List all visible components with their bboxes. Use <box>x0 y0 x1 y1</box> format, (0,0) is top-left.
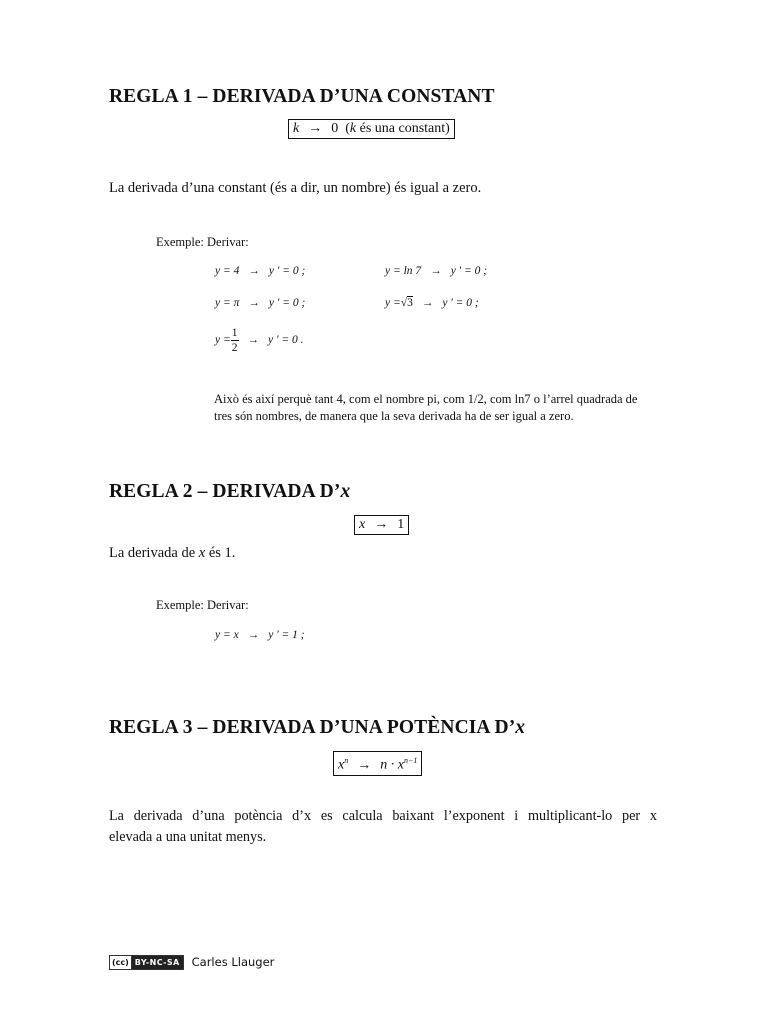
rule1-statement: La derivada d’una constant (és a dir, un nombre) és igual a zero. <box>109 180 482 196</box>
rule3-statement: La derivada d’una potència d’x es calcula baixant l’exponent i multiplicant-lo per x elevada a una unitat menys. <box>109 808 657 845</box>
rule1-formula-box: k → 0 (k és una constant) <box>288 119 455 139</box>
arrow-icon: → <box>374 517 389 532</box>
rule1-title: REGLA 1 – DERIVADA D’UNA CONSTANT <box>109 86 495 107</box>
rule2-example-1: y = x → y ' = 1 ; <box>215 629 305 641</box>
formula-note: és una constant) <box>356 121 450 136</box>
rule1-example-5: y = $\frac{1}{2}$ → y ' = 0 . <box>215 327 304 354</box>
rule1-example-1: y = 4 → y ' = 0 ; <box>215 265 306 277</box>
rule2-example-label: Exemple: Derivar: <box>156 598 249 612</box>
rule1-example-label: Exemple: Derivar: <box>156 235 249 249</box>
arrow-icon: → <box>247 629 260 641</box>
rule1-explanation: Això és així perquè tant 4, com el nombre pi, com 1/2, com ln7 o l’arrel quadrada de tres són nombres, de manera que la seva derivada ha de ser igual a zero. <box>214 392 638 423</box>
rule2-title: REGLA 2 – DERIVADA D’x <box>109 481 351 502</box>
arrow-icon: → <box>421 297 434 309</box>
arrow-icon: → <box>430 265 442 277</box>
fraction: $\frac{1}{2}$ <box>231 327 238 354</box>
footer <box>109 953 274 971</box>
rule2-statement: La derivada de x és 1. <box>109 545 236 561</box>
rule3-title: REGLA 3 – DERIVADA D’UNA POTÈNCIA D’x <box>109 717 526 738</box>
rule1-example-3: y = π → y ' = 0 ; <box>215 297 306 309</box>
cc-license-badge-icon[interactable]: (cc) BY-NC-SA <box>109 955 184 970</box>
rule3-formula-box: $x^n \to n \cdot x^{n-1}$ <box>333 751 422 776</box>
arrow-icon: → <box>248 297 260 309</box>
rule2-formula-box: x → 1 <box>354 515 409 535</box>
rule1-example-4: y =√3 → y ' = 0 ; <box>385 297 479 309</box>
formula-lhs: k <box>293 121 300 136</box>
arrow-icon: → <box>248 265 260 277</box>
formula-rhs: 0 <box>331 121 339 136</box>
sqrt-radicand: 3 <box>407 297 413 309</box>
arrow-icon: → <box>308 121 323 136</box>
rule1-example-2: y = ln 7 → y ' = 0 ; <box>385 265 488 277</box>
arrow-icon: → <box>247 334 259 347</box>
arrow-icon: → <box>357 757 372 773</box>
author-name: Carles Llauger <box>191 955 275 970</box>
